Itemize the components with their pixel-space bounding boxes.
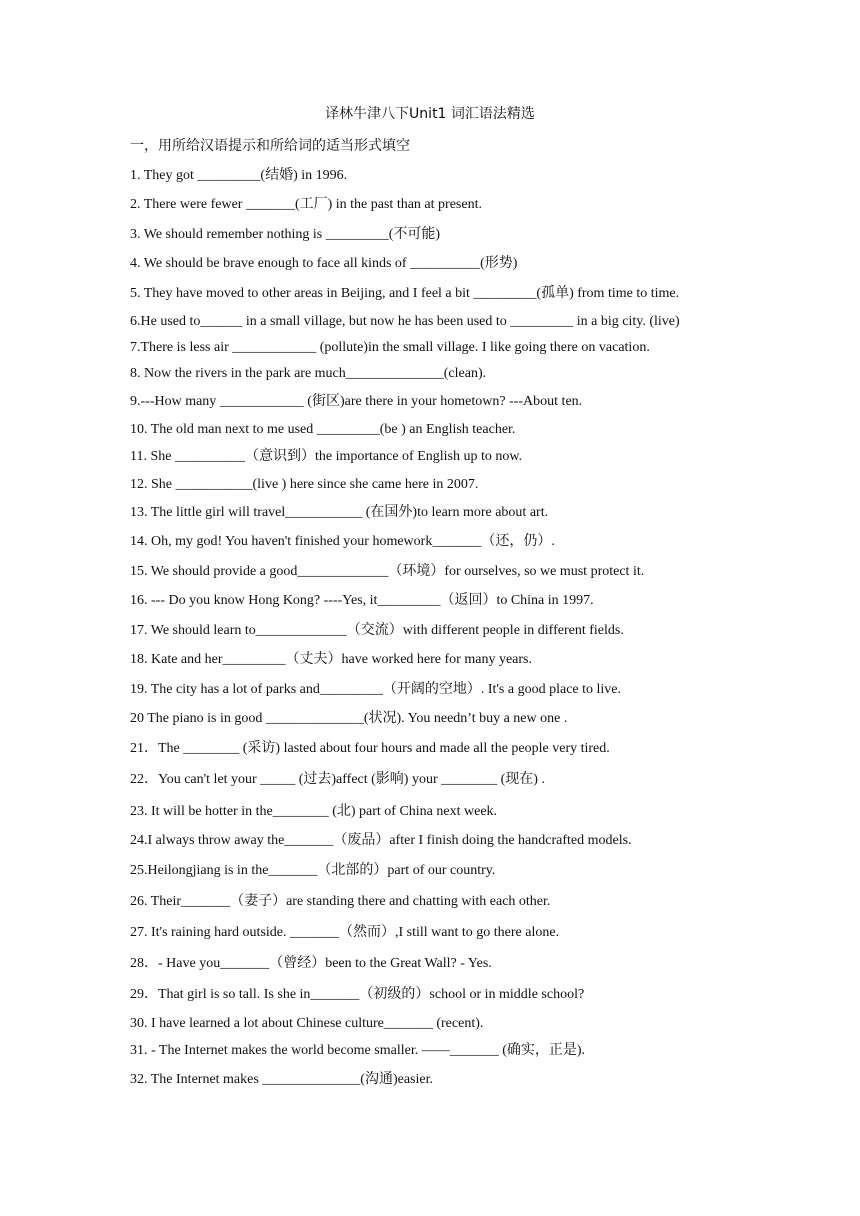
question-13: 13. The little girl will travel___________ (在国外)to learn more about art. — [130, 505, 549, 520]
question-18: 18. Kate and her_________（丈夫）have worked here for many years. — [130, 652, 532, 667]
question-2: 2. There were fewer _______(工厂) in the past than at present. — [130, 197, 482, 212]
question-15: 15. We should provide a good_____________（环境）for ourselves, so we must protect it. — [130, 564, 645, 579]
question-6: 6.He used to______ in a small village, but now he has been used to _________ in a big city. (live) — [130, 314, 680, 329]
question-20: 20 The piano is in good ______________(状况). You needn’t buy a new one . — [130, 711, 568, 726]
question-23: 23. It will be hotter in the________ (北) part of China next week. — [130, 804, 498, 819]
question-14: 14. Oh, my god! You haven't finished your homework_______（还，仍）. — [130, 534, 555, 549]
question-29: 29．That girl is so tall. Is she in_______（初级的）school or in middle school? — [130, 987, 585, 1002]
question-28: 28．- Have you_______（曾经）been to the Great Wall? - Yes. — [130, 956, 492, 971]
question-30: 30. I have learned a lot about Chinese culture_______ (recent). — [130, 1016, 484, 1031]
question-32: 32. The Internet makes ______________(沟通)easier. — [130, 1072, 434, 1087]
question-1: 1. They got _________(结婚) in 1996. — [130, 168, 348, 183]
question-19: 19. The city has a lot of parks and_________（开阔的空地）. It's a good place to live. — [130, 682, 622, 697]
question-5: 5. They have moved to other areas in Beijing, and I feel a bit _________(孤单) from time to time. — [130, 286, 680, 301]
question-4: 4. We should be brave enough to face all kinds of __________(形势) — [130, 256, 518, 271]
question-3: 3. We should remember nothing is _________(不可能) — [130, 227, 441, 242]
question-12: 12. She ___________(live ) here since she came here in 2007. — [130, 477, 479, 492]
question-16: 16. --- Do you know Hong Kong? ----Yes, it_________（返回）to China in 1997. — [130, 593, 594, 608]
section-heading: 一，用所给汉语提示和所给词的适当形式填空 — [130, 138, 410, 154]
question-22: 22．You can't let your _____ (过去)affect (影响) your ________ (现在) . — [130, 772, 545, 787]
document-title: 译林牛津八下Unit1 词汇语法精选 — [325, 106, 535, 122]
question-11: 11. She __________（意识到）the importance of English up to now. — [130, 449, 523, 464]
question-21: 21．The ________ (采访) lasted about four hours and made all the people very tired. — [130, 741, 610, 756]
question-31: 31. - The Internet makes the world become smaller. ——_______ (确实，正是). — [130, 1043, 586, 1058]
question-7: 7.There is less air ____________ (pollute)in the small village. I like going there on vacation. — [130, 340, 650, 355]
question-26: 26. Their_______（妻子）are standing there and chatting with each other. — [130, 894, 551, 909]
question-10: 10. The old man next to me used _________(be ) an English teacher. — [130, 422, 516, 437]
question-8: 8. Now the rivers in the park are much______________(clean). — [130, 366, 487, 381]
question-9: 9.---How many ____________ (街区)are there in your hometown? ---About ten. — [130, 394, 583, 409]
question-27: 27. It's raining hard outside. _______（然而）,I still want to go there alone. — [130, 925, 560, 940]
question-25: 25.Heilongjiang is in the_______（北部的）part of our country. — [130, 863, 496, 878]
question-24: 24.I always throw away the_______（废品）after I finish doing the handcrafted models. — [130, 833, 632, 848]
question-17: 17. We should learn to_____________（交流）with different people in different fields. — [130, 623, 624, 638]
